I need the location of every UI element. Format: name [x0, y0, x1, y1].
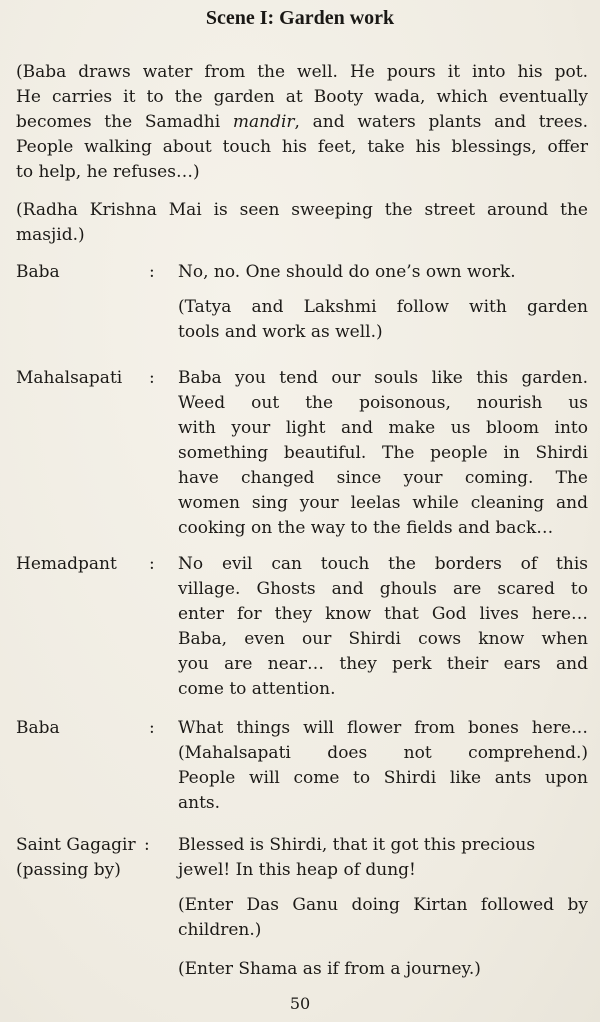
speech-text [178, 833, 588, 992]
text-line: People will come to Shirdi like ants upon [178, 768, 588, 788]
speaker-name: Mahalsapati [16, 368, 123, 388]
text-line: (Baba draws water from the well. He pours it into his pot. [16, 62, 588, 82]
text-line: No evil can touch the borders of this [178, 554, 588, 574]
speech-paragraph [178, 366, 588, 541]
text-line: (Enter Shama as if from a journey.) [178, 959, 481, 979]
text-line: He carries it to the garden at Booty wada, which eventually [16, 87, 588, 107]
text-line: you are near… they perk their ears and [178, 654, 588, 674]
speaker-name: Hemadpant [16, 554, 117, 574]
text-line: to help, he refuses…) [16, 162, 200, 182]
text-line: No, no. One should do one’s own work. [178, 262, 516, 282]
speech-paragraph [178, 552, 588, 702]
text-fragment: becomes the Samadhi [16, 112, 233, 132]
speech-paragraph [178, 893, 588, 943]
speech-text [178, 716, 588, 826]
text-line: cooking on the way to the fields and back… [178, 518, 554, 538]
text-line: (Mahalsapati does not comprehend.) [178, 743, 588, 763]
text-line: People walking about touch his feet, take his blessings, offer [16, 137, 588, 157]
page-number: 50 [289, 994, 311, 1013]
italic-word: mandir [232, 112, 295, 132]
speech-paragraph [178, 833, 588, 883]
speaker-colon: : [144, 835, 150, 855]
speaker-colon: : [149, 554, 155, 574]
text-line: (Radha Krishna Mai is seen sweeping the street around the [16, 200, 588, 220]
text-line: have changed since your coming. The [178, 468, 588, 488]
text-line: (Tatya and Lakshmi follow with garden [178, 297, 588, 317]
speech-text [178, 552, 588, 712]
text-line: masjid.) [16, 225, 85, 245]
stage-direction-intro [16, 60, 588, 185]
speaker-name [16, 833, 146, 883]
text-line: Weed out the poisonous, nourish us [178, 393, 588, 413]
speaker-stage-note: (passing by) [16, 860, 121, 880]
text-line: with your light and make us bloom into [178, 418, 588, 438]
speaker-colon: : [149, 262, 155, 282]
text-line [16, 110, 588, 135]
scene-title: Scene I: Garden work [205, 7, 395, 29]
text-fragment: , and waters plants and trees. [294, 112, 588, 132]
text-line: (Enter Das Ganu doing Kirtan followed by [178, 895, 588, 915]
speech-paragraph [178, 295, 588, 345]
text-line: village. Ghosts and ghouls are scared to [178, 579, 588, 599]
text-line: Baba, even our Shirdi cows know when [178, 629, 588, 649]
speaker-name: Baba [16, 718, 60, 738]
text-line: jewel! In this heap of dung! [178, 860, 416, 880]
text-line: ants. [178, 793, 221, 813]
speech-text [178, 366, 588, 551]
text-line: Baba you tend our souls like this garden. [178, 368, 588, 388]
speaker-colon: : [149, 718, 155, 738]
speech-paragraph [178, 957, 588, 982]
speech-paragraph [178, 716, 588, 816]
speech-text [178, 260, 588, 355]
text-line: something beautiful. The people in Shirdi [178, 443, 588, 463]
text-line: women sing your leelas while cleaning and [178, 493, 588, 513]
speech-paragraph [178, 260, 588, 285]
text-line: come to attention. [178, 679, 336, 699]
text-line: What things will flower from bones here… [178, 718, 588, 738]
text-line: tools and work as well.) [178, 322, 383, 342]
stage-direction-second [16, 198, 588, 248]
text-line: enter for they know that God lives here… [178, 604, 588, 624]
text-line: Blessed is Shirdi, that it got this precious [178, 835, 536, 855]
text-line: children.) [178, 920, 262, 940]
speaker-colon: : [149, 368, 155, 388]
speaker-name-line: Saint Gagagir [16, 835, 136, 855]
speaker-name: Baba [16, 262, 60, 282]
